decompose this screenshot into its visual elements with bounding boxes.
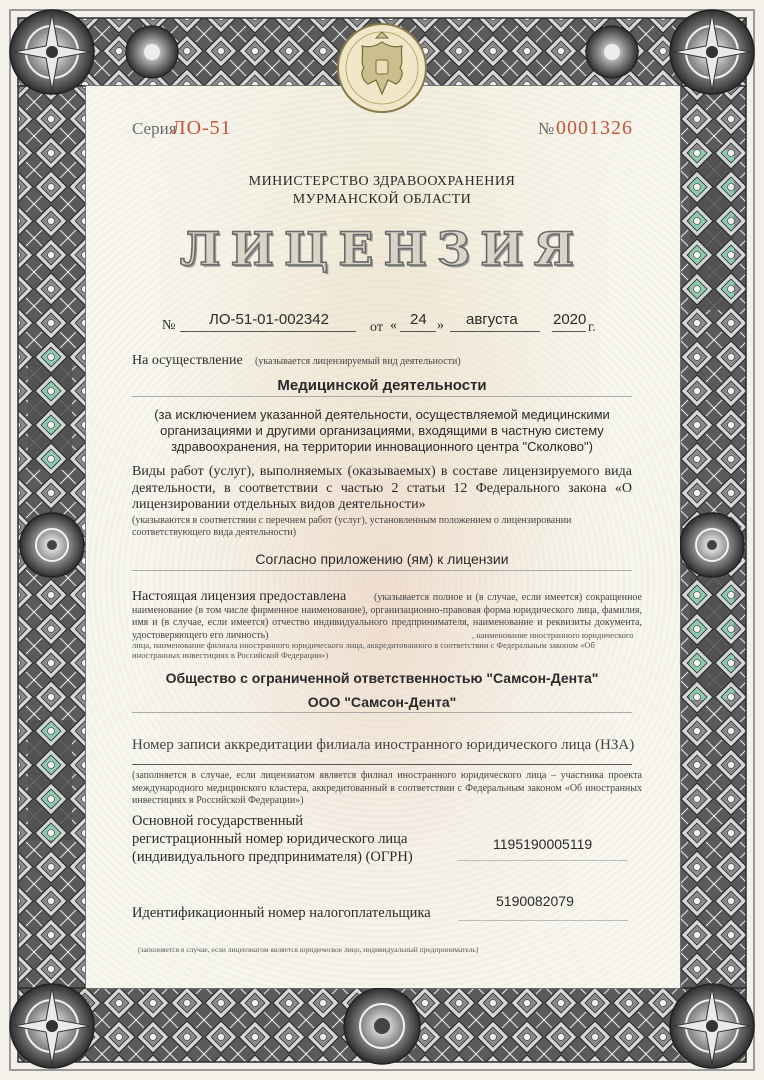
footer-note: (заполняется в случае, если лицензиатом является юридическое лицо, индивидуальный предприниматель) (138, 945, 479, 954)
rosette-left-middle (20, 513, 84, 577)
number-value: 0001326 (556, 117, 633, 139)
document-title: ЛИЦЕНЗИЯ (179, 222, 585, 276)
ministry-line-1: МИНИСТЕРСТВО ЗДРАВООХРАНЕНИЯ (248, 174, 516, 189)
granted-underline (132, 712, 632, 713)
works-note: (указываются в соответствии с перечнем работ (услуг), установленным положением о лицензировании соответствующего вида деятельности) (132, 515, 572, 538)
license-day: 24 (410, 311, 427, 328)
works-text: Виды работ (услуг), выполняемых (оказываемых) в составе лицензируемого вида деятельности, в соответствии с частью 2 статьи 12 Федерального закона «О лицензировании отдельных видов деятельности» (132, 464, 632, 512)
license-year-suffix: г. (588, 320, 596, 335)
granted-short-name: ООО "Самсон-Дента" (307, 694, 457, 710)
granted-note-2: , наименование иностранного юридического лица, наименование филиала иностранного юридического лица, аккредитованного в соответствии с Федеральным законом «Об иностранных инвестициях в Российской Федерации») (132, 630, 634, 660)
rosette-top-right-inner (586, 26, 638, 78)
rosette-bottom-left (10, 984, 94, 1068)
activity-note: (указывается лицензируемый вид деятельности) (255, 356, 461, 367)
license-month: августа (466, 311, 518, 328)
rosette-top-left-inner (126, 26, 178, 78)
rosette-top-right (670, 10, 754, 94)
inn-underline (458, 920, 628, 921)
nza-note: (заполняется в случае, если лицензиатом является филиал иностранного юридического лица – участника проекта международного медицинского кластера, аккредитованный в соответствии с Федеральным законом «Об иностранных инвестициях в Российской Федерации») (132, 770, 642, 806)
rosette-right-middle (680, 513, 744, 577)
license-from-label: от (370, 320, 383, 335)
series-label: Серия (132, 119, 177, 138)
works-underline (132, 570, 632, 571)
ogrn-line-2: регистрационный номер юридического лица (132, 831, 408, 847)
granted-note: (указывается полное и (в случае, если имеется) сокращенное наименование (в том числе фирменное наименование), организационно-правовая форма юридического лица, фамилия, имя и (в случае, если имеется) отчество индивидуального предпринимателя, наименование и реквизиты документа, удостоверяющего его личность) (132, 592, 642, 641)
works-value: Согласно приложению (ям) к лицензии (255, 551, 509, 567)
ogrn-line-3: (индивидуального предпринимателя) (ОГРН) (132, 849, 413, 865)
series-value: ЛО-51 (172, 117, 232, 139)
license-no-label: № (162, 318, 176, 333)
activity-value: Медицинской деятельности (277, 377, 487, 394)
license-close-quote: » (437, 318, 444, 333)
nza-underline (132, 764, 632, 765)
license-year: 2020 (553, 311, 587, 328)
license-no-underline (180, 331, 356, 332)
inn-label: Идентификационный номер налогоплательщика (132, 905, 431, 921)
license-month-underline (450, 331, 540, 332)
granted-label: Настоящая лицензия предоставлена (132, 589, 347, 604)
rosette-bottom-right (670, 984, 754, 1068)
activity-label: На осуществление (132, 353, 243, 368)
ogrn-line-1: Основной государственный (132, 813, 303, 829)
rosette-top-left (10, 10, 94, 94)
number-label: № (538, 119, 555, 138)
activity-underline (132, 396, 632, 397)
license-day-underline (400, 331, 436, 332)
ogrn-value: 1195190005119 (493, 836, 593, 852)
license-open-quote: « (390, 318, 397, 333)
rosette-bottom-center (344, 988, 420, 1064)
coat-of-arms-icon (336, 22, 428, 114)
inn-value: 5190082079 (496, 893, 574, 909)
ogrn-underline (458, 860, 628, 861)
license-no-value: ЛО-51-01-002342 (209, 311, 329, 328)
license-year-underline (552, 331, 586, 332)
ministry-line-2: МУРМАНСКОЙ ОБЛАСТИ (292, 192, 472, 207)
activity-exception: (за исключением указанной деятельности, осуществляемой медицинскими организациями и другими организациями, входящими в частную систему здравоохранения, на территории инновационного центра "Сколково") (154, 407, 610, 454)
granted-full-name: Общество с ограниченной ответственностью "Самсон-Дента" (165, 670, 599, 686)
nza-label: Номер записи аккредитации филиала иностранного юридического лица (НЗА) (132, 737, 635, 753)
